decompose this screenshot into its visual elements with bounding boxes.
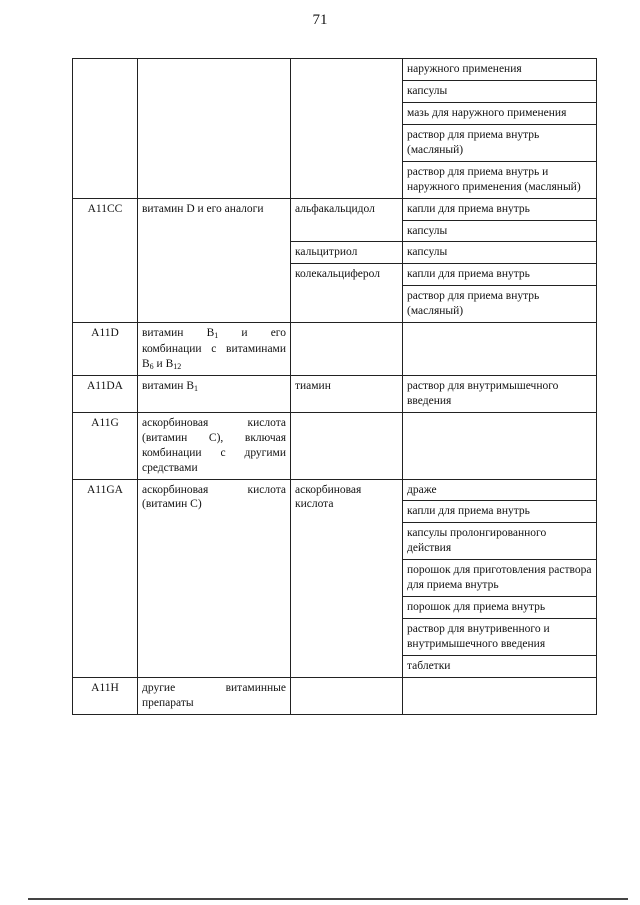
group-cell <box>138 59 291 199</box>
subscript: 1 <box>214 331 219 341</box>
group-cell <box>138 323 291 376</box>
atc-code-cell <box>73 59 138 199</box>
form-cell: мазь для наружного применения <box>403 102 597 124</box>
form-cell <box>403 412 597 479</box>
atc-code-cell: A11H <box>73 677 138 714</box>
atc-code-cell: A11GA <box>73 479 138 677</box>
form-cell: капсулы <box>403 242 597 264</box>
atc-code-cell: A11CC <box>73 198 138 323</box>
form-cell: раствор для приема внутрь и наружного применения (масляный) <box>403 161 597 198</box>
atc-code-cell: A11DA <box>73 375 138 412</box>
inn-cell <box>291 59 403 199</box>
form-cell: капсулы пролонгированного действия <box>403 523 597 560</box>
subscript: 1 <box>194 383 198 393</box>
drug-table <box>72 58 597 715</box>
table-row <box>73 677 597 714</box>
inn-cell: кальцитриол <box>291 242 403 264</box>
table-row <box>73 323 597 376</box>
inn-cell: альфакальцидол <box>291 198 403 242</box>
form-cell <box>403 677 597 714</box>
atc-code-cell: A11D <box>73 323 138 376</box>
form-cell: капли для приема внутрь <box>403 264 597 286</box>
form-cell: капли для приема внутрь <box>403 198 597 220</box>
table-row <box>73 59 597 81</box>
group-cell: витамин D и его аналоги <box>138 198 291 323</box>
group-cell: аскорбиновая кислота (витамин С), включая комбинации с другими средствами <box>138 412 291 479</box>
form-cell: порошок для приема внутрь <box>403 597 597 619</box>
group-text: витамин B <box>142 327 215 340</box>
table-row <box>73 198 597 220</box>
inn-cell: тиамин <box>291 375 403 412</box>
page-number: 71 <box>312 12 328 28</box>
form-cell: таблетки <box>403 655 597 677</box>
form-cell: драже <box>403 479 597 501</box>
group-cell: аскорбиновая кислота (витамин С) <box>138 479 291 677</box>
group-cell: другие витаминные препараты <box>138 677 291 714</box>
form-cell: раствор для внутривенного и внутримышечного введения <box>403 619 597 656</box>
inn-cell <box>291 412 403 479</box>
form-cell: раствор для приема внутрь (масляный) <box>403 286 597 323</box>
form-cell <box>403 323 597 376</box>
form-cell: капсулы <box>403 220 597 242</box>
form-cell: капли для приема внутрь <box>403 501 597 523</box>
inn-cell: колекальциферол <box>291 264 403 323</box>
atc-code-cell: A11G <box>73 412 138 479</box>
group-text: витамин B <box>142 379 194 392</box>
table-row <box>73 375 597 412</box>
group-cell <box>138 375 291 412</box>
form-cell: раствор для внутримышечного введения <box>403 375 597 412</box>
inn-cell <box>291 323 403 376</box>
subscript: 6 <box>149 361 154 371</box>
page-bottom-rule <box>28 898 628 900</box>
form-cell: порошок для приготовления раствора для приема внутрь <box>403 560 597 597</box>
form-cell: раствор для приема внутрь (масляный) <box>403 124 597 161</box>
table-row <box>73 479 597 501</box>
group-text: и его комбинации с витаминами B <box>142 327 286 370</box>
group-text: и B <box>153 357 174 370</box>
table-row <box>73 412 597 479</box>
inn-cell: аскорбиновая кислота <box>291 479 403 677</box>
inn-cell <box>291 677 403 714</box>
subscript: 12 <box>173 361 182 371</box>
form-cell: капсулы <box>403 80 597 102</box>
form-cell: наружного применения <box>403 59 597 81</box>
